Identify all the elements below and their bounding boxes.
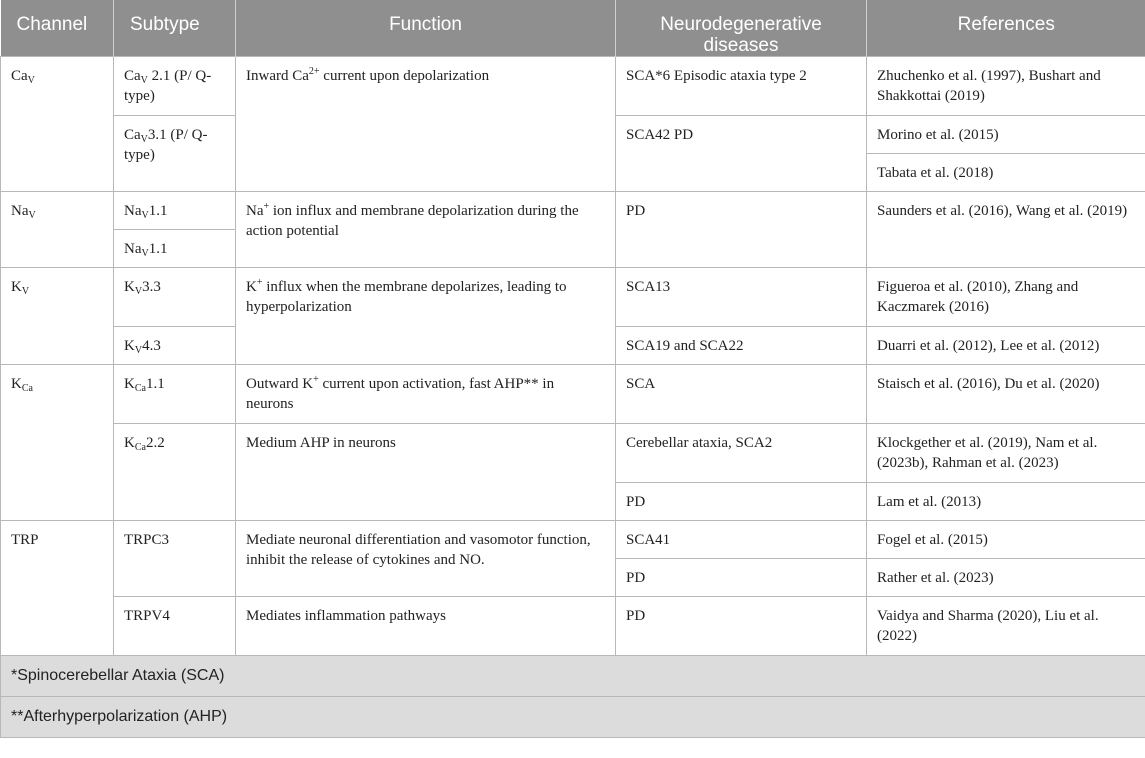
reference-cell: Saunders et al. (2016), Wang et al. (2019) — [867, 192, 1145, 268]
footnote-sca: *Spinocerebellar Ataxia (SCA) — [1, 656, 1145, 697]
disease-cell: Cerebellar ataxia, SCA2 — [616, 424, 867, 483]
reference-cell: Vaidya and Sharma (2020), Liu et al. (2022) — [867, 597, 1145, 656]
disease-cell: PD — [616, 483, 867, 521]
reference-cell: Figueroa et al. (2010), Zhang and Kaczmarek (2016) — [867, 268, 1145, 327]
disease-cell: SCA*6 Episodic ataxia type 2 — [616, 57, 867, 116]
subtype-cell: $K_{Ca}1.1$ — [114, 365, 236, 424]
footnote-ahp: **Afterhyperpolarization (AHP) — [1, 697, 1145, 738]
table-row — [1, 521, 1145, 559]
subtype-cell: TRPV4 — [114, 597, 236, 656]
subtype-cell: $K_V3.3$ — [114, 268, 236, 327]
function-cell: Na+ ion influx and membrane depolarization during the action potential — [236, 192, 616, 268]
subtype-cell: $Ca_V3.1$ (P/ Q-type) — [114, 116, 236, 192]
reference-cell: Rather et al. (2023) — [867, 559, 1145, 597]
subtype-cell: $Ca_V$ 2.1 (P/ Q-type) — [114, 57, 236, 116]
reference-cell: Tabata et al. (2018) — [867, 154, 1145, 192]
header-row — [1, 0, 1145, 57]
header-subtype: Subtype — [114, 0, 236, 57]
header-channel: Channel — [1, 0, 114, 57]
header-references: References — [867, 0, 1145, 57]
header-diseases: Neurodegenerative diseases — [616, 0, 867, 57]
subtype-cell: $K_V4.3$ — [114, 327, 236, 365]
table-row — [1, 192, 1145, 230]
function-cell: Medium AHP in neurons — [236, 424, 616, 521]
channel-cell: $K_{Ca}$ — [1, 365, 114, 521]
subtype-cell: $Na_V1.1$ — [114, 230, 236, 268]
subtype-cell: $Na_V1.1$ — [114, 192, 236, 230]
reference-cell: Zhuchenko et al. (1997), Bushart and Shakkottai (2019) — [867, 57, 1145, 116]
reference-cell: Morino et al. (2015) — [867, 116, 1145, 154]
function-cell: Mediate neuronal differentiation and vasomotor function, inhibit the release of cytokines and NO. — [236, 521, 616, 597]
channel-cell: TRP — [1, 521, 114, 656]
disease-cell: SCA19 and SCA22 — [616, 327, 867, 365]
channel-cell: $Na_V$ — [1, 192, 114, 268]
disease-cell: SCA42 PD — [616, 116, 867, 192]
reference-cell: Fogel et al. (2015) — [867, 521, 1145, 559]
header-function: Function — [236, 0, 616, 57]
table-row — [1, 597, 1145, 656]
reference-cell: Staisch et al. (2016), Du et al. (2020) — [867, 365, 1145, 424]
footnote-row — [1, 656, 1145, 697]
reference-cell: Lam et al. (2013) — [867, 483, 1145, 521]
reference-cell: Duarri et al. (2012), Lee et al. (2012) — [867, 327, 1145, 365]
subtype-cell: $K_{Ca}2.2$ — [114, 424, 236, 521]
channel-cell: $K_V$ — [1, 268, 114, 365]
disease-cell: SCA — [616, 365, 867, 424]
disease-cell: SCA13 — [616, 268, 867, 327]
disease-cell: PD — [616, 192, 867, 268]
disease-cell: PD — [616, 597, 867, 656]
disease-cell: SCA41 — [616, 521, 867, 559]
table-row — [1, 268, 1145, 327]
function-cell: Outward K+ current upon activation, fast AHP** in neurons — [236, 365, 616, 424]
function-cell: Inward $Ca^{2+}$ current upon depolarization — [236, 57, 616, 192]
function-cell: Mediates inflammation pathways — [236, 597, 616, 656]
channel-cell: $Ca_V$ — [1, 57, 114, 192]
subtype-cell: TRPC3 — [114, 521, 236, 597]
function-cell: K+ influx when the membrane depolarizes, leading to hyperpolarization — [236, 268, 616, 365]
table-row — [1, 57, 1145, 116]
table-row — [1, 424, 1145, 483]
table-row — [1, 365, 1145, 424]
disease-cell: PD — [616, 559, 867, 597]
footnote-row — [1, 697, 1145, 738]
reference-cell: Klockgether et al. (2019), Nam et al. (2023b), Rahman et al. (2023) — [867, 424, 1145, 483]
